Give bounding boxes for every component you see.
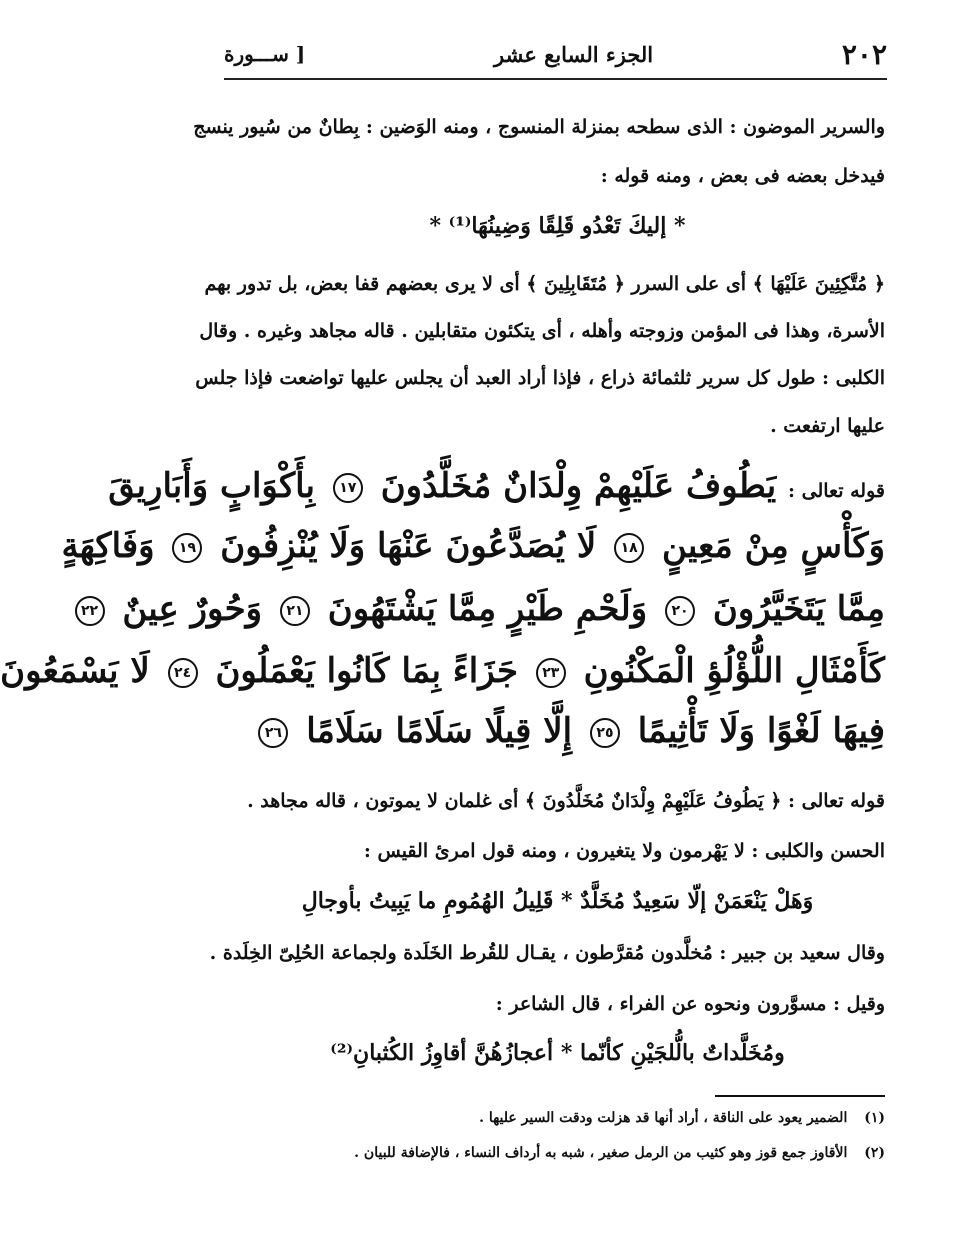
footnote xyxy=(272,1145,885,1161)
ayah-marker: ١٩ xyxy=(172,533,202,563)
commentary-line: وقال سعيد بن جبير : مُخلَّدون مُقرَّطون ، يقـال للقُرط الخَلَدة ولجماعة الحُلِىّ الخِلَدة . xyxy=(209,942,885,964)
quran-text: لَا يَسْمَعُونَ xyxy=(0,651,150,691)
quran-text: وَفَاكِهَةٍ xyxy=(61,526,155,566)
quran-line xyxy=(230,710,885,753)
quran-line xyxy=(61,525,885,568)
footnote-number: (٢) xyxy=(864,1145,885,1161)
footnote-number: (١) xyxy=(864,1110,885,1126)
quran-text: وَحُورٌ عِينٌ xyxy=(122,589,263,629)
commentary-line: وقيل : مسوَّرون ونحوه عن الفراء ، قال الشاعر : xyxy=(495,993,885,1015)
quran-text: جَزَاءً بِمَا كَانُوا يَعْمَلُونَ xyxy=(215,651,518,691)
footnote-text: الأقاوز جمع قوز وهو كثيب من الرمل صغير ، شبه به أرداف النساء ، فالإضافة للبيان . xyxy=(354,1145,848,1161)
footnote-text: الضمير يعود على الناقة ، أراد أنها قد هزلت ودقت السير عليها . xyxy=(479,1110,848,1126)
poem-line: * إليكَ تَعْدُو قَلِقًا وَضِينُهَا⁽¹⁾ * xyxy=(429,213,686,239)
footnote-rule xyxy=(715,1095,885,1097)
quran-line xyxy=(80,588,885,631)
page-number: ٢٠٢ xyxy=(841,37,887,71)
text-line: عليها ارتفعت . xyxy=(770,415,885,437)
text-line: فيدخل بعضه فى بعض ، ومنه قوله : xyxy=(600,165,885,187)
poem-line: وَهَلْ يَنْعَمَنْ إلّا سَعِيدٌ مُخَلَّدٌ * قَلِيلُ الهُمُومِ ما يَبِيتُ بأوجالِ xyxy=(301,888,814,914)
ayah-marker: ٢١ xyxy=(280,596,310,626)
ayah-marker: ٢٠ xyxy=(665,596,695,626)
quran-text: وَكَأْسٍ مِنْ مَعِينٍ xyxy=(662,526,885,566)
text-line: ﴿ مُتَّكِئِينَ عَلَيْهَا ﴾ أى على السرر ﴿ مُتَقَابِلِينَ ﴾ أى لا يرى بعضهم قفا بعض، بل تدور بهم xyxy=(204,273,885,295)
quran-text: بِأَكْوَابٍ وَأَبَارِيقَ xyxy=(108,466,315,506)
header-rule xyxy=(224,78,887,80)
poem-line: ومُخَلَّداتٌ بالُّلجَيْنِ كأنّما * أعجازُهُنَّ أقاوِزُ الكُثبانِ⁽²⁾ xyxy=(330,1040,785,1066)
quran-text: فِيهَا لَغْوًا وَلَا تَأْثِيمًا xyxy=(637,711,885,751)
ayah-marker: ٢٢ xyxy=(75,596,105,626)
commentary-line: قوله تعالى : ﴿ يَطُوفُ عَلَيْهِمْ وِلْدَانٌ مُخَلَّدُونَ ﴾ أى غلمان لا يموتون ، قاله مجاهد . xyxy=(247,790,885,812)
quran-text: لَا يُصَدَّعُونَ عَنْهَا وَلَا يُنْزِفُونَ xyxy=(220,526,597,566)
text-line: الكلبى : طول كل سرير ثلثمائة ذراع ، فإذا أراد العبد أن يجلس عليها تواضعت فإذا جلس xyxy=(195,367,885,389)
footnote xyxy=(272,1110,885,1126)
quran-text: يَطُوفُ عَلَيْهِمْ وِلْدَانٌ مُخَلَّدُونَ xyxy=(380,466,777,506)
surah-label: [ ســـورة xyxy=(224,42,306,66)
quran-line xyxy=(108,465,885,508)
ayah-marker: ٢٣ xyxy=(536,658,566,688)
text-line: والسرير الموضون : الذى سطحه بمنزلة المنسوج ، ومنه الوَضين : بِطانٌ من سُيور ينسج xyxy=(193,116,885,138)
quran-text: وَلَحْمِ طَيْرٍ مِمَّا يَشْتَهُونَ xyxy=(327,589,648,629)
ayah-marker: ١٧ xyxy=(333,473,363,503)
ayah-marker: ٢٦ xyxy=(258,718,288,748)
commentary-line: الحسن والكلبى : لا يَهْرمون ولا يتغيرون ، ومنه قول امرئ القيس : xyxy=(363,840,885,862)
ayah-marker: ١٨ xyxy=(614,533,644,563)
quran-text: مِمَّا يَتَخَيَّرُونَ xyxy=(712,589,885,629)
ayah-marker: ٢٥ xyxy=(590,718,620,748)
quran-line xyxy=(0,650,885,693)
quran-text: كَأَمْثَالِ اللُّؤْلُؤِ الْمَكْنُونِ xyxy=(583,651,885,691)
running-title: الجزء السابع عشر xyxy=(494,41,654,67)
quran-intro: قوله تعالى : xyxy=(788,480,885,502)
page-header xyxy=(224,34,887,74)
quran-text: إِلَّا قِيلًا سَلَامًا سَلَامًا xyxy=(306,711,573,751)
ayah-marker: ٢٤ xyxy=(168,658,198,688)
text-line: الأسرة، وهذا فى المؤمن وزوجته وأهله ، أى يتكئون متقابلين . قاله مجاهد وغيره . وقال xyxy=(199,320,885,342)
